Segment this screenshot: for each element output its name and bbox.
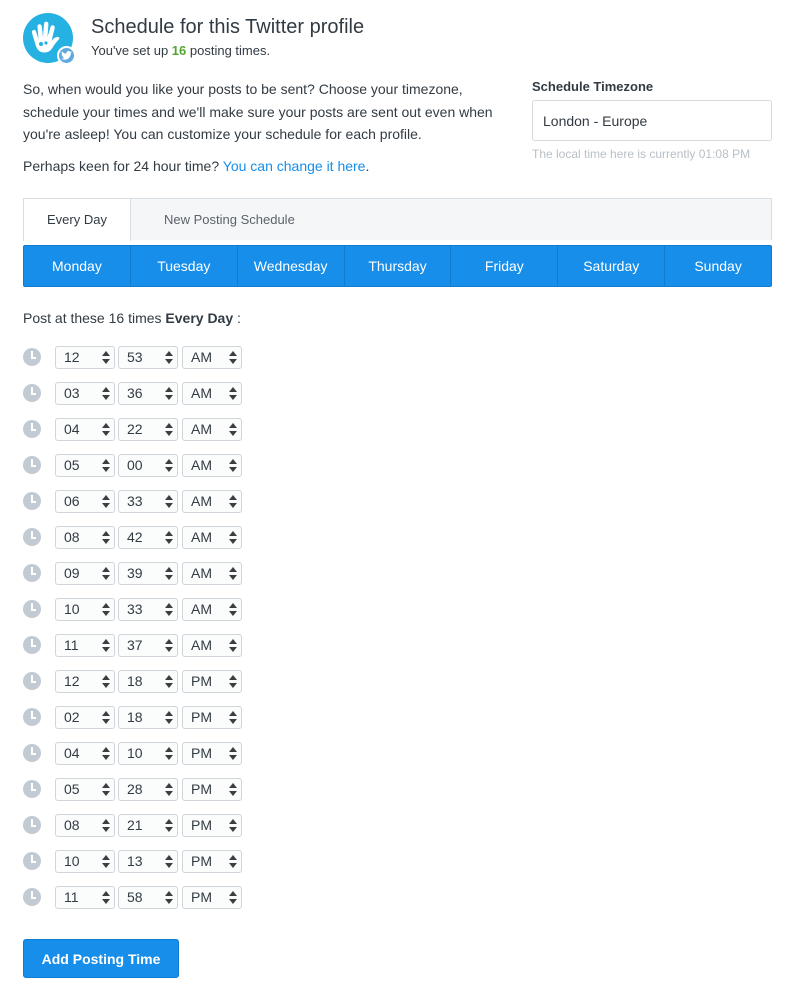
posting-time-row [23,382,263,418]
hour-format-hint-text: Perhaps keen for 24 hour time? [23,158,223,174]
select-arrows-icon [102,422,110,437]
select-arrows-icon [102,458,110,473]
day-friday[interactable]: Friday [451,246,558,286]
posting-time-row [23,526,263,562]
hour-select-value: 03 [64,385,80,401]
minute-select-value: 37 [127,637,143,653]
day-selector [23,245,772,287]
select-arrows-icon [229,890,237,905]
select-arrows-icon [165,674,173,689]
select-arrows-icon [229,782,237,797]
hour-select[interactable] [55,778,115,801]
minute-select-value: 36 [127,385,143,401]
hour-select-value: 11 [64,889,79,905]
select-arrows-icon [229,494,237,509]
minute-select[interactable] [118,670,178,693]
minute-select-value: 53 [127,349,143,365]
select-arrows-icon [229,854,237,869]
clock-icon [23,420,41,438]
posting-time-row [23,886,263,922]
ampm-select-value: PM [191,709,212,725]
select-arrows-icon [229,386,237,401]
hour-select-value: 12 [64,673,80,689]
ampm-select[interactable] [182,706,242,729]
minute-select-value: 58 [127,889,143,905]
clock-icon [23,780,41,798]
clock-icon [23,888,41,906]
posting-times-count: 16 [171,43,187,58]
day-monday[interactable]: Monday [24,246,131,286]
twitter-bird-icon [57,46,76,65]
day-tuesday[interactable]: Tuesday [131,246,238,286]
posting-time-row [23,346,263,382]
clock-icon [23,708,41,726]
hour-select-value: 04 [64,745,80,761]
hour-select[interactable] [55,418,115,441]
select-arrows-icon [102,710,110,725]
clock-icon [23,744,41,762]
select-arrows-icon [102,602,110,617]
ampm-select-value: AM [191,601,212,617]
hour-select-value: 11 [64,637,79,653]
posting-time-row [23,742,263,778]
ampm-select-value: AM [191,637,212,653]
tab-new-posting-schedule[interactable]: New Posting Schedule [164,212,295,227]
add-posting-time-button[interactable]: Add Posting Time [23,939,179,978]
ampm-select[interactable] [182,382,242,405]
hour-select[interactable] [55,670,115,693]
select-arrows-icon [102,782,110,797]
posting-time-row [23,418,263,454]
hour-select[interactable] [55,490,115,513]
clock-icon [23,384,41,402]
minute-select-value: 33 [127,493,143,509]
hour-select-value: 09 [64,565,80,581]
minute-select[interactable] [118,562,178,585]
minute-select[interactable] [118,634,178,657]
minute-select-value: 13 [127,853,143,869]
posting-times-list [23,346,263,922]
select-arrows-icon [165,854,173,869]
ampm-select[interactable] [182,814,242,837]
day-thursday[interactable]: Thursday [345,246,452,286]
select-arrows-icon [102,494,110,509]
ampm-select[interactable] [182,670,242,693]
minute-select[interactable] [118,346,178,369]
minute-select-value: 21 [127,817,143,833]
minute-select[interactable] [118,886,178,909]
hour-select-value: 10 [64,601,80,617]
hour-select[interactable] [55,382,115,405]
ampm-select-value: AM [191,565,212,581]
select-arrows-icon [229,602,237,617]
ampm-select-value: AM [191,457,212,473]
local-time-note: The local time here is currently 01:08 PM [532,147,751,161]
clock-icon [23,852,41,870]
ampm-select-value: PM [191,889,212,905]
change-hour-format-link[interactable]: You can change it here [222,158,366,174]
select-arrows-icon [165,530,173,545]
select-arrows-icon [229,710,237,725]
select-arrows-icon [102,818,110,833]
select-arrows-icon [102,530,110,545]
hour-select[interactable] [55,526,115,549]
schedule-tabs [23,198,772,240]
clock-icon [23,672,41,690]
ampm-select[interactable] [182,490,242,513]
day-saturday[interactable]: Saturday [558,246,665,286]
select-arrows-icon [165,494,173,509]
hour-select[interactable] [55,886,115,909]
ampm-select-value: AM [191,529,212,545]
posting-time-row [23,706,263,742]
hour-select[interactable] [55,634,115,657]
hour-select-value: 06 [64,493,80,509]
hour-select-value: 08 [64,529,80,545]
select-arrows-icon [102,890,110,905]
ampm-select[interactable] [182,850,242,873]
summary-prefix: You've set up [91,43,172,58]
ampm-select-value: PM [191,781,212,797]
hour-select[interactable] [55,850,115,873]
clock-icon [23,348,41,366]
select-arrows-icon [229,350,237,365]
minute-select-value: 33 [127,601,143,617]
ampm-select-value: AM [191,349,212,365]
select-arrows-icon [229,422,237,437]
ampm-select-value: PM [191,673,212,689]
select-arrows-icon [165,566,173,581]
minute-select-value: 00 [127,457,143,473]
select-arrows-icon [165,638,173,653]
minute-select[interactable] [118,526,178,549]
hour-select[interactable] [55,598,115,621]
minute-select[interactable] [118,814,178,837]
page-title: Schedule for this Twitter profile [91,16,365,38]
select-arrows-icon [165,458,173,473]
select-arrows-icon [102,638,110,653]
minute-select-value: 42 [127,529,143,545]
select-arrows-icon [229,746,237,761]
minute-select[interactable] [118,490,178,513]
clock-icon [23,456,41,474]
select-arrows-icon [102,746,110,761]
minute-select[interactable] [118,382,178,405]
hour-select[interactable] [55,562,115,585]
ampm-select[interactable] [182,526,242,549]
posting-times-summary [91,43,270,58]
select-arrows-icon [229,638,237,653]
hour-select-value: 02 [64,709,80,725]
ampm-select-value: PM [191,745,212,761]
ampm-select[interactable] [182,778,242,801]
day-sunday[interactable]: Sunday [694,258,742,274]
minute-select-value: 28 [127,781,143,797]
hour-select-value: 12 [64,349,80,365]
minute-select-value: 10 [127,745,143,761]
select-arrows-icon [165,710,173,725]
minute-select-value: 22 [127,421,143,437]
hour-select-value: 05 [64,781,80,797]
profile-header [23,11,763,67]
select-arrows-icon [102,386,110,401]
hour-select-value: 10 [64,853,80,869]
clock-icon [23,528,41,546]
day-wednesday[interactable]: Wednesday [238,246,345,286]
summary-suffix: posting times. [186,43,271,58]
select-arrows-icon [165,350,173,365]
tab-every-day[interactable]: Every Day [23,198,131,241]
minute-select[interactable] [118,454,178,477]
select-arrows-icon [229,458,237,473]
minute-select[interactable] [118,418,178,441]
hour-select-value: 08 [64,817,80,833]
select-arrows-icon [102,854,110,869]
posting-time-row [23,598,263,634]
timezone-label: Schedule Timezone [532,79,654,94]
clock-icon [23,492,41,510]
ampm-select[interactable] [182,634,242,657]
posting-time-row [23,490,263,526]
posting-time-row [23,454,263,490]
minute-select-value: 39 [127,565,143,581]
ampm-select-value: PM [191,817,212,833]
ampm-select[interactable] [182,562,242,585]
select-arrows-icon [229,818,237,833]
posting-time-row [23,814,263,850]
clock-icon [23,816,41,834]
posting-time-row [23,778,263,814]
select-arrows-icon [165,818,173,833]
posting-times-heading-suffix: : [233,310,241,326]
posting-time-row [23,850,263,886]
timezone-input[interactable] [532,100,772,141]
ampm-select[interactable] [182,742,242,765]
clock-icon [23,636,41,654]
posting-times-heading [23,310,241,326]
select-arrows-icon [165,782,173,797]
hour-select-value: 04 [64,421,80,437]
select-arrows-icon [165,386,173,401]
select-arrows-icon [102,566,110,581]
minute-select[interactable] [118,742,178,765]
ampm-select[interactable] [182,454,242,477]
hour-select[interactable] [55,742,115,765]
ampm-select-value: AM [191,421,212,437]
select-arrows-icon [165,602,173,617]
posting-time-row [23,670,263,706]
select-arrows-icon [102,674,110,689]
minute-select-value: 18 [127,673,143,689]
intro-text: So, when would you like your posts to be sent? Choose your timezone, schedule your times and we'll make sure your posts are sent out even when you're asleep! You can customize your schedule for each profile. [23,81,493,143]
posting-time-row [23,634,263,670]
ampm-select[interactable] [182,886,242,909]
posting-times-heading-day: Every Day [165,310,234,326]
minute-select[interactable] [118,778,178,801]
minute-select[interactable] [118,706,178,729]
minute-select[interactable] [118,598,178,621]
hour-format-hint-period: . [365,158,370,174]
ampm-select[interactable] [182,598,242,621]
hour-select[interactable] [55,346,115,369]
select-arrows-icon [102,350,110,365]
minute-select[interactable] [118,850,178,873]
select-arrows-icon [165,422,173,437]
hour-select[interactable] [55,706,115,729]
minute-select-value: 18 [127,709,143,725]
profile-avatar [23,13,73,63]
hour-select-value: 05 [64,457,80,473]
hour-select[interactable] [55,814,115,837]
hour-format-hint [23,158,369,174]
select-arrows-icon [229,566,237,581]
select-arrows-icon [165,890,173,905]
hour-select[interactable] [55,454,115,477]
select-arrows-icon [229,530,237,545]
posting-times-heading-prefix: Post at these 16 times [23,310,166,326]
ampm-select-value: AM [191,385,212,401]
select-arrows-icon [229,674,237,689]
posting-time-row [23,562,263,598]
ampm-select[interactable] [182,418,242,441]
clock-icon [23,564,41,582]
select-arrows-icon [165,746,173,761]
ampm-select-value: AM [191,493,212,509]
clock-icon [23,600,41,618]
ampm-select[interactable] [182,346,242,369]
ampm-select-value: PM [191,853,212,869]
